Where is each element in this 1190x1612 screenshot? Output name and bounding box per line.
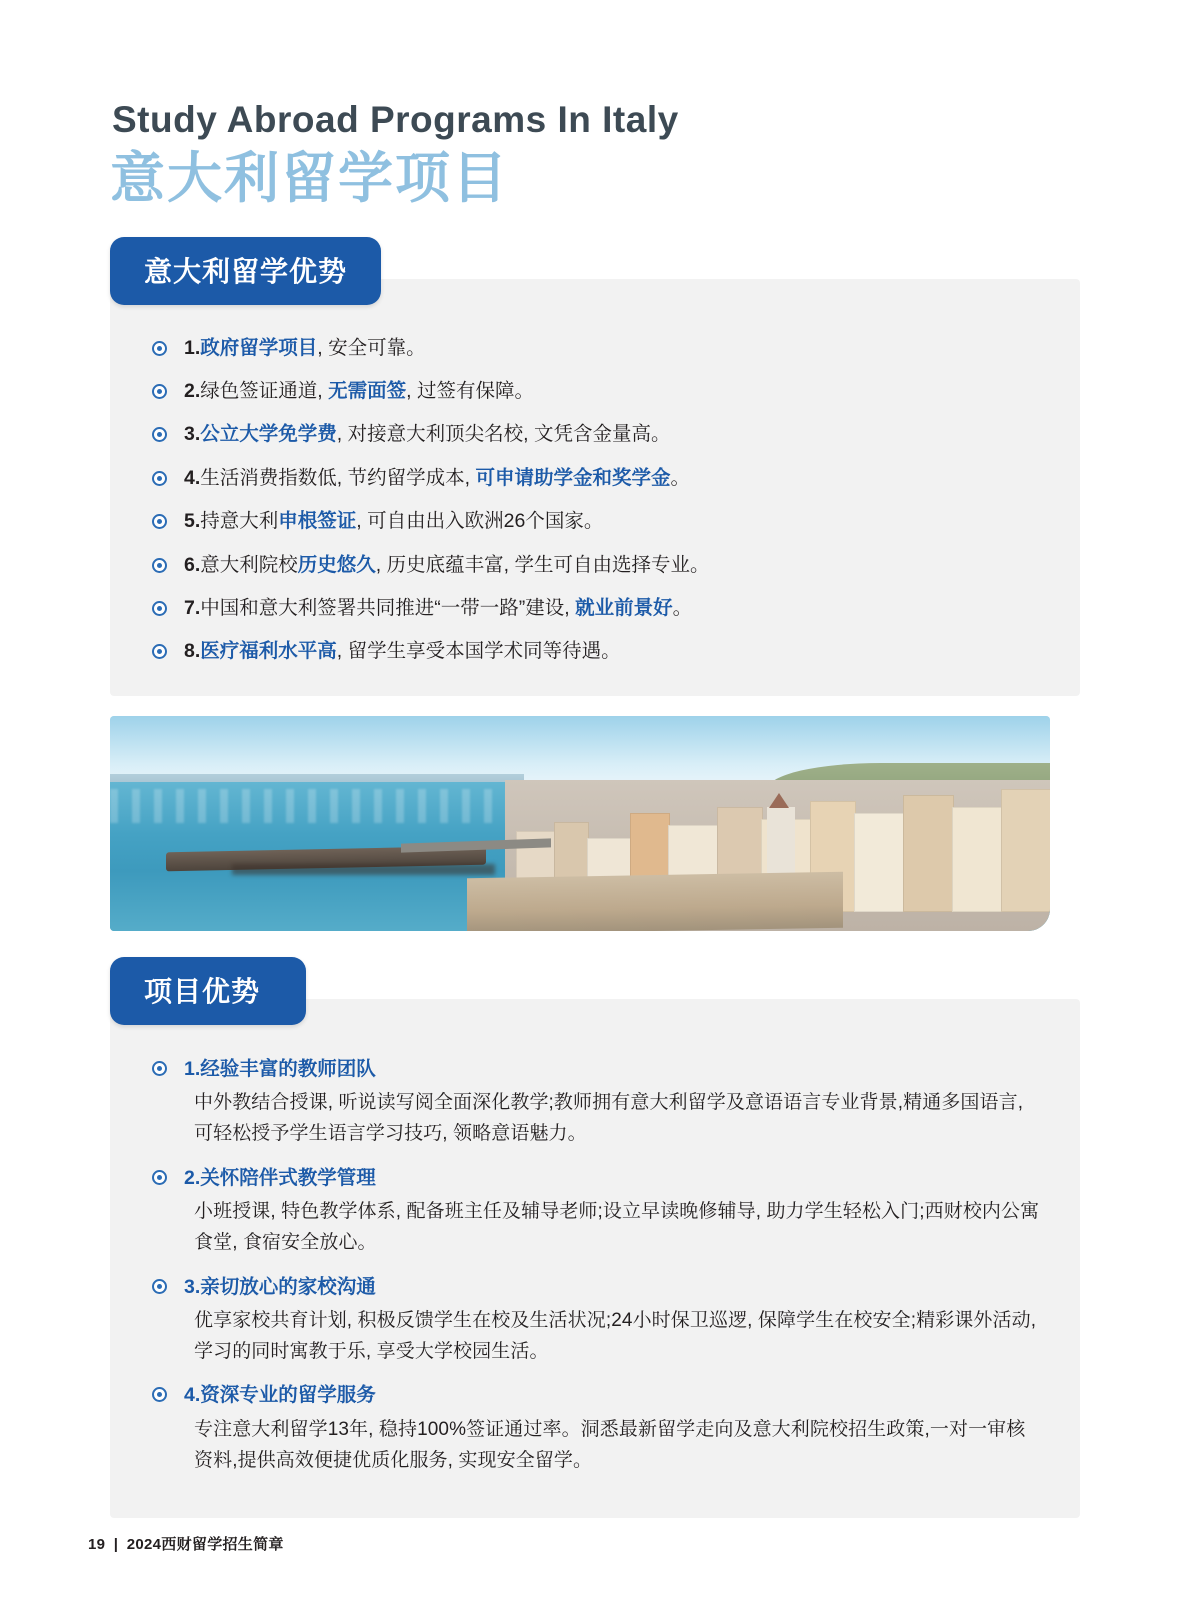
advantage-item bbox=[150, 337, 1040, 360]
advantage-item-text: 绿色签证通道, bbox=[200, 380, 329, 403]
advantage-item bbox=[150, 640, 1040, 663]
page-title-en: Study Abroad Programs In Italy bbox=[112, 99, 679, 140]
section-1-heading: 意大利留学优势 bbox=[110, 237, 381, 305]
advantage-item-highlight: 历史悠久 bbox=[297, 553, 376, 576]
bullet-icon bbox=[152, 384, 167, 399]
advantage-item bbox=[150, 510, 1040, 533]
advantage-item-text: , 留学生享受本国学术同等待遇。 bbox=[336, 640, 621, 663]
advantage-item-number: 3. bbox=[184, 423, 201, 446]
advantage-item bbox=[150, 554, 1040, 577]
advantage-item bbox=[150, 467, 1040, 490]
footer-text: 2024西财留学招生简章 bbox=[126, 1536, 284, 1553]
advantage-item-highlight: 可申请助学金和奖学金 bbox=[475, 466, 671, 489]
program-advantage-body: 小班授课, 特色教学体系, 配备班主任及辅导老师;设立早读晚修辅导, 助力学生轻松入门;西财校内公寓食堂, 食宿安全放心。 bbox=[194, 1201, 1040, 1253]
program-advantage-title: 4.资深专业的留学服务 bbox=[184, 1384, 376, 1407]
advantage-item bbox=[150, 423, 1040, 446]
italy-coastal-town-photo bbox=[110, 716, 1050, 931]
bullet-icon bbox=[152, 1387, 167, 1402]
page-header bbox=[110, 0, 1080, 211]
photo-building bbox=[854, 813, 905, 911]
program-advantage-item bbox=[150, 1275, 1040, 1368]
advantage-item-highlight: 政府留学项目 bbox=[200, 336, 318, 359]
advantage-item-highlight: 就业前景好 bbox=[575, 597, 673, 620]
advantage-item-number: 6. bbox=[184, 553, 201, 576]
advantage-item-highlight: 申根签证 bbox=[278, 510, 357, 533]
program-advantage-list bbox=[150, 1057, 1040, 1477]
footer-divider: | bbox=[113, 1536, 119, 1553]
advantage-item bbox=[150, 597, 1040, 620]
advantage-item-number: 7. bbox=[184, 597, 201, 620]
advantage-item-text: 中国和意大利签署共同推进“一带一路”建设, bbox=[200, 597, 576, 620]
bullet-icon bbox=[152, 1279, 167, 1294]
page-footer bbox=[88, 1533, 284, 1554]
advantage-item-text: , 安全可靠。 bbox=[317, 336, 426, 359]
bullet-icon bbox=[152, 514, 167, 529]
photo-breakwater-reflection bbox=[232, 864, 495, 875]
advantage-item-text: 。 bbox=[670, 466, 690, 489]
bullet-icon bbox=[152, 427, 167, 442]
section-2-panel bbox=[110, 999, 1080, 1519]
photo-building bbox=[952, 807, 1003, 911]
advantage-item-number: 1. bbox=[184, 336, 201, 359]
bullet-icon bbox=[152, 471, 167, 486]
program-advantage-title: 1.经验丰富的教师团队 bbox=[184, 1057, 376, 1080]
bullet-icon bbox=[152, 1061, 167, 1076]
advantage-item bbox=[150, 380, 1040, 403]
program-advantage-body: 专注意大利留学13年, 稳持100%签证通过率。洞悉最新留学走向及意大利院校招生政策,一对一审核资料,提供高效便捷优质化服务, 实现安全留学。 bbox=[194, 1418, 1026, 1471]
bullet-icon bbox=[152, 1170, 167, 1185]
bullet-icon bbox=[152, 558, 167, 573]
program-advantage-body: 优享家校共育计划, 积极反馈学生在校及生活状况;24小时保卫巡逻, 保障学生在校安全;精彩课外活动, 学习的同时寓教于乐, 享受大学校园生活。 bbox=[194, 1309, 1037, 1362]
advantage-item-text: 生活消费指数低, 节约留学成本, bbox=[200, 466, 476, 489]
advantage-item-highlight: 无需面签 bbox=[328, 380, 407, 403]
program-advantage-title: 3.亲切放心的家校沟通 bbox=[184, 1275, 376, 1298]
program-advantage-item bbox=[150, 1166, 1040, 1259]
advantage-item-number: 8. bbox=[184, 640, 201, 663]
advantage-item-highlight: 公立大学免学费 bbox=[200, 423, 337, 446]
section-program-advantages bbox=[110, 957, 1080, 1519]
section-2-heading: 项目优势 bbox=[110, 957, 306, 1025]
advantage-item-text: 。 bbox=[672, 597, 693, 620]
advantage-item-number: 2. bbox=[184, 380, 201, 403]
program-advantage-title: 2.关怀陪伴式教学管理 bbox=[184, 1166, 376, 1189]
advantage-item-text: , 历史底蕴丰富, 学生可自由选择专业。 bbox=[375, 553, 710, 576]
photo-building bbox=[903, 795, 954, 911]
advantage-item-text: , 对接意大利顶尖名校, 文凭含金量高。 bbox=[336, 423, 671, 446]
advantage-item-number: 5. bbox=[184, 510, 201, 533]
photo-distant-headland bbox=[110, 774, 524, 783]
photo-beach bbox=[467, 872, 843, 931]
advantage-item-text: , 过签有保障。 bbox=[406, 380, 534, 403]
advantage-item-number: 4. bbox=[184, 466, 201, 489]
bullet-icon bbox=[152, 644, 167, 659]
bullet-icon bbox=[152, 601, 167, 616]
footer-page-number: 19 bbox=[88, 1536, 106, 1553]
advantage-item-text: 意大利院校 bbox=[200, 553, 298, 576]
advantage-item-text: , 可自由出入欧洲26个国家。 bbox=[356, 510, 604, 533]
program-advantage-body: 中外教结合授课, 听说读写阅全面深化教学;教师拥有意大利留学及意语语言专业背景,精通多国语言, 可轻松授予学生语言学习技巧, 领略意语魅力。 bbox=[194, 1092, 1024, 1144]
advantage-item-text: 持意大利 bbox=[200, 510, 279, 533]
advantage-item-highlight: 医疗福利水平高 bbox=[200, 640, 337, 663]
advantage-list bbox=[150, 337, 1040, 664]
section-study-advantages bbox=[110, 237, 1080, 696]
program-advantage-item bbox=[150, 1057, 1040, 1150]
section-1-panel bbox=[110, 279, 1080, 696]
program-advantage-item bbox=[150, 1383, 1040, 1476]
page-title-cn: 意大利留学项目 bbox=[110, 146, 510, 209]
photo-illustration bbox=[110, 716, 1050, 931]
photo-building bbox=[1001, 789, 1050, 911]
bullet-icon bbox=[152, 341, 167, 356]
